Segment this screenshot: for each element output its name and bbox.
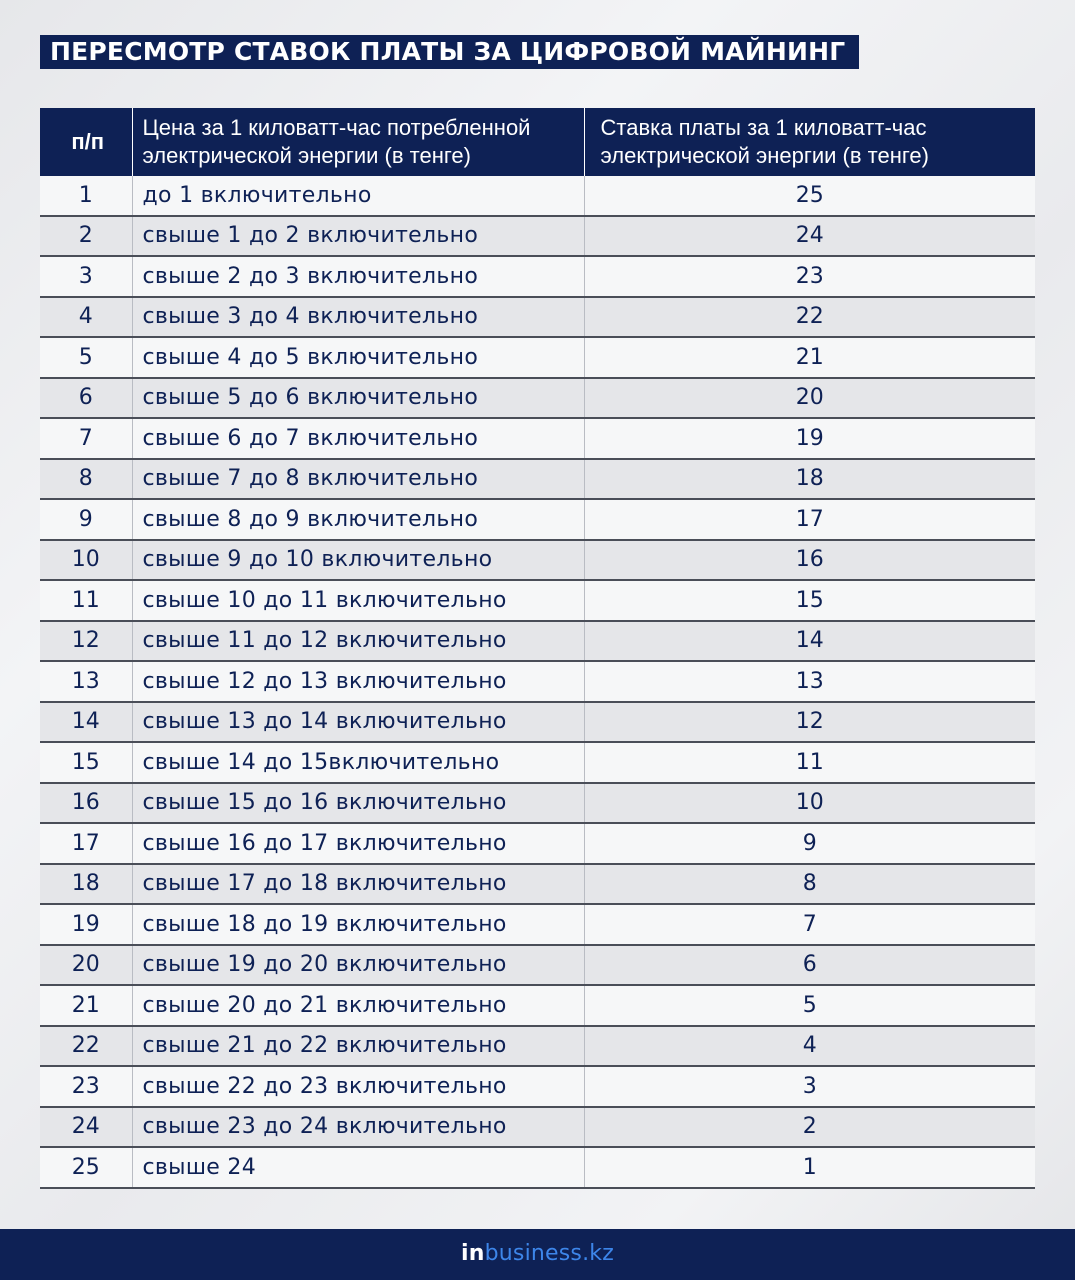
table-row xyxy=(40,702,1035,743)
row-price-range: свыше 23 до 24 включительно xyxy=(132,1107,584,1148)
row-price-range: свыше 10 до 11 включительно xyxy=(132,580,584,621)
row-number: 10 xyxy=(40,540,132,581)
row-number: 2 xyxy=(40,216,132,257)
row-price-range: свыше 12 до 13 включительно xyxy=(132,661,584,702)
row-rate: 3 xyxy=(584,1066,1035,1107)
row-price-range: свыше 14 до 15включительно xyxy=(132,742,584,783)
row-price-range: свыше 19 до 20 включительно xyxy=(132,945,584,986)
header-num: п/п xyxy=(40,108,132,176)
row-price-range: свыше 5 до 6 включительно xyxy=(132,378,584,419)
row-number: 5 xyxy=(40,337,132,378)
table-row xyxy=(40,1147,1035,1188)
row-number: 8 xyxy=(40,459,132,500)
row-number: 19 xyxy=(40,904,132,945)
logo-prefix: in xyxy=(461,1241,485,1266)
row-price-range: свыше 22 до 23 включительно xyxy=(132,1066,584,1107)
inbusiness-logo[interactable] xyxy=(461,1239,614,1269)
table-row xyxy=(40,742,1035,783)
row-price-range: свыше 11 до 12 включительно xyxy=(132,621,584,662)
row-rate: 18 xyxy=(584,459,1035,500)
row-price-range: свыше 17 до 18 включительно xyxy=(132,864,584,905)
row-number: 25 xyxy=(40,1147,132,1188)
row-price-range: свыше 20 до 21 включительно xyxy=(132,985,584,1026)
table-row xyxy=(40,459,1035,500)
row-rate: 14 xyxy=(584,621,1035,662)
page-title: ПЕРЕСМОТР СТАВОК ПЛАТЫ ЗА ЦИФРОВОЙ МАЙНИНГ xyxy=(40,35,859,69)
row-number: 7 xyxy=(40,418,132,459)
mining-rates-table xyxy=(40,108,1035,1189)
table-row xyxy=(40,1026,1035,1067)
row-rate: 22 xyxy=(584,297,1035,338)
row-rate: 23 xyxy=(584,256,1035,297)
row-number: 23 xyxy=(40,1066,132,1107)
row-number: 24 xyxy=(40,1107,132,1148)
row-price-range: свыше 18 до 19 включительно xyxy=(132,904,584,945)
row-number: 15 xyxy=(40,742,132,783)
row-number: 14 xyxy=(40,702,132,743)
table-row xyxy=(40,661,1035,702)
table-row xyxy=(40,216,1035,257)
row-price-range: свыше 9 до 10 включительно xyxy=(132,540,584,581)
table-row xyxy=(40,823,1035,864)
row-number: 21 xyxy=(40,985,132,1026)
row-rate: 11 xyxy=(584,742,1035,783)
table-row xyxy=(40,985,1035,1026)
table-row xyxy=(40,904,1035,945)
row-price-range: свыше 6 до 7 включительно xyxy=(132,418,584,459)
row-number: 20 xyxy=(40,945,132,986)
row-number: 9 xyxy=(40,499,132,540)
row-price-range: свыше 24 xyxy=(132,1147,584,1188)
table-row xyxy=(40,540,1035,581)
row-rate: 8 xyxy=(584,864,1035,905)
row-number: 4 xyxy=(40,297,132,338)
row-rate: 10 xyxy=(584,783,1035,824)
row-rate: 21 xyxy=(584,337,1035,378)
row-number: 3 xyxy=(40,256,132,297)
logo-rest: business.kz xyxy=(484,1241,614,1266)
row-number: 16 xyxy=(40,783,132,824)
row-price-range: свыше 1 до 2 включительно xyxy=(132,216,584,257)
row-number: 6 xyxy=(40,378,132,419)
row-price-range: свыше 21 до 22 включительно xyxy=(132,1026,584,1067)
table-body xyxy=(40,176,1035,1188)
row-rate: 25 xyxy=(584,176,1035,216)
row-rate: 17 xyxy=(584,499,1035,540)
row-price-range: свыше 3 до 4 включительно xyxy=(132,297,584,338)
row-price-range: до 1 включительно xyxy=(132,176,584,216)
row-rate: 13 xyxy=(584,661,1035,702)
table-row xyxy=(40,783,1035,824)
table-row xyxy=(40,176,1035,216)
table-row xyxy=(40,499,1035,540)
table-row xyxy=(40,378,1035,419)
table-row xyxy=(40,1066,1035,1107)
row-price-range: свыше 4 до 5 включительно xyxy=(132,337,584,378)
row-rate: 20 xyxy=(584,378,1035,419)
row-rate: 5 xyxy=(584,985,1035,1026)
row-number: 12 xyxy=(40,621,132,662)
table-row xyxy=(40,864,1035,905)
table-row xyxy=(40,580,1035,621)
row-number: 13 xyxy=(40,661,132,702)
row-rate: 19 xyxy=(584,418,1035,459)
table-row xyxy=(40,418,1035,459)
row-price-range: свыше 15 до 16 включительно xyxy=(132,783,584,824)
row-rate: 16 xyxy=(584,540,1035,581)
row-rate: 2 xyxy=(584,1107,1035,1148)
header-rate: Ставка платы за 1 киловатт-час электрической энергии (в тенге) xyxy=(584,108,1035,176)
row-rate: 12 xyxy=(584,702,1035,743)
header-price: Цена за 1 киловатт-час потребленной электрической энергии (в тенге) xyxy=(132,108,584,176)
row-rate: 6 xyxy=(584,945,1035,986)
row-number: 11 xyxy=(40,580,132,621)
row-price-range: свыше 8 до 9 включительно xyxy=(132,499,584,540)
table-row xyxy=(40,297,1035,338)
row-rate: 7 xyxy=(584,904,1035,945)
row-price-range: свыше 13 до 14 включительно xyxy=(132,702,584,743)
row-rate: 24 xyxy=(584,216,1035,257)
row-number: 1 xyxy=(40,176,132,216)
footer-bar xyxy=(0,1229,1075,1280)
table-row xyxy=(40,945,1035,986)
row-rate: 9 xyxy=(584,823,1035,864)
table-header-row xyxy=(40,108,1035,176)
row-rate: 4 xyxy=(584,1026,1035,1067)
table-row xyxy=(40,256,1035,297)
row-price-range: свыше 7 до 8 включительно xyxy=(132,459,584,500)
row-number: 17 xyxy=(40,823,132,864)
table-row xyxy=(40,621,1035,662)
table-row xyxy=(40,1107,1035,1148)
row-number: 22 xyxy=(40,1026,132,1067)
row-rate: 1 xyxy=(584,1147,1035,1188)
row-rate: 15 xyxy=(584,580,1035,621)
row-price-range: свыше 2 до 3 включительно xyxy=(132,256,584,297)
row-number: 18 xyxy=(40,864,132,905)
row-price-range: свыше 16 до 17 включительно xyxy=(132,823,584,864)
table-row xyxy=(40,337,1035,378)
